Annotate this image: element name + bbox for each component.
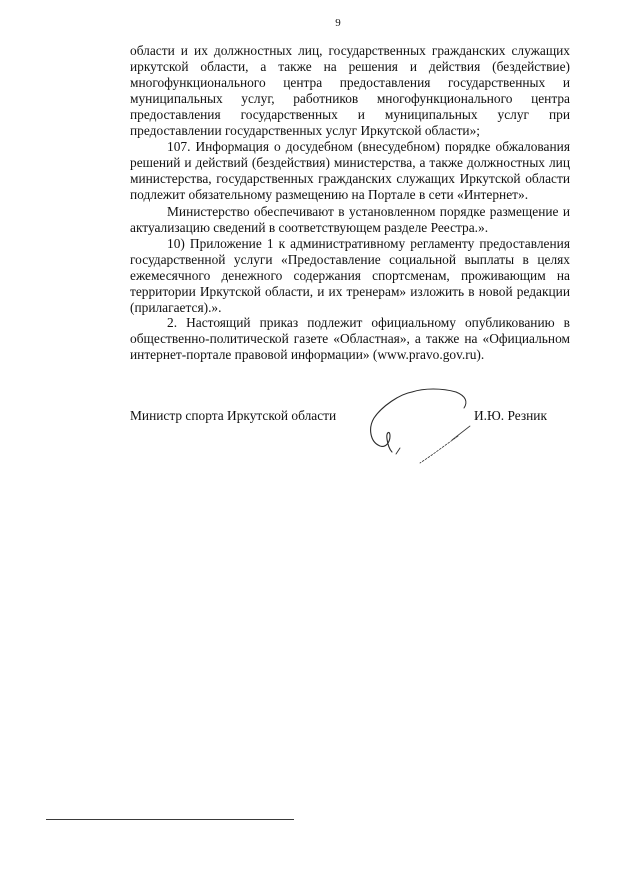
paragraph-107-appeal-information: 107. Информация о досудебном (внесудебном) порядке обжалования решений и действий (бездействия) министерства, а также должностных лиц министерства, государственных гражданских служащих Иркутской области подлежит обязательному размещению на Портале в сети «Интернет». — [130, 139, 570, 203]
signatory-title: Министр спорта Иркутской области — [130, 408, 337, 423]
paragraph-continuation: области и их должностных лиц, государственных гражданских служащих иркутской области, а также на решения и действия (бездействие) многофункционального центра предоставления государственных и муниципальных услуг, работников многофункционального центра предоставления государственных и муниципальных услуг при предоставлении государственных услуг Иркутской области»; — [130, 43, 570, 138]
footer-divider — [46, 819, 294, 820]
handwritten-signature — [360, 384, 490, 474]
document-body — [130, 43, 570, 363]
signature-block — [130, 407, 570, 425]
paragraph-item-10-appendix: 10) Приложение 1 к административному регламенту предоставления государственной услуги «Предоставление социальной выплаты в целях ежемесячного денежного содержания спортсменам, проживающим на территории Иркутской области, и их тренерам» изложить в новой редакции (прилагается).». — [130, 235, 570, 315]
paragraph-registry-update: Министерство обеспечивают в установленном порядке размещение и актуализацию сведений в соответствующем разделе Реестра.». — [130, 204, 570, 235]
paragraph-item-2-publication: 2. Настоящий приказ подлежит официальному опубликованию в общественно-политической газете «Областная», а также на «Официальном интернет-портале правовой информации» (www.pravo.gov.ru). — [130, 315, 570, 363]
page-number: 9 — [335, 17, 341, 29]
signatory-name: И.Ю. Резник — [474, 408, 547, 423]
